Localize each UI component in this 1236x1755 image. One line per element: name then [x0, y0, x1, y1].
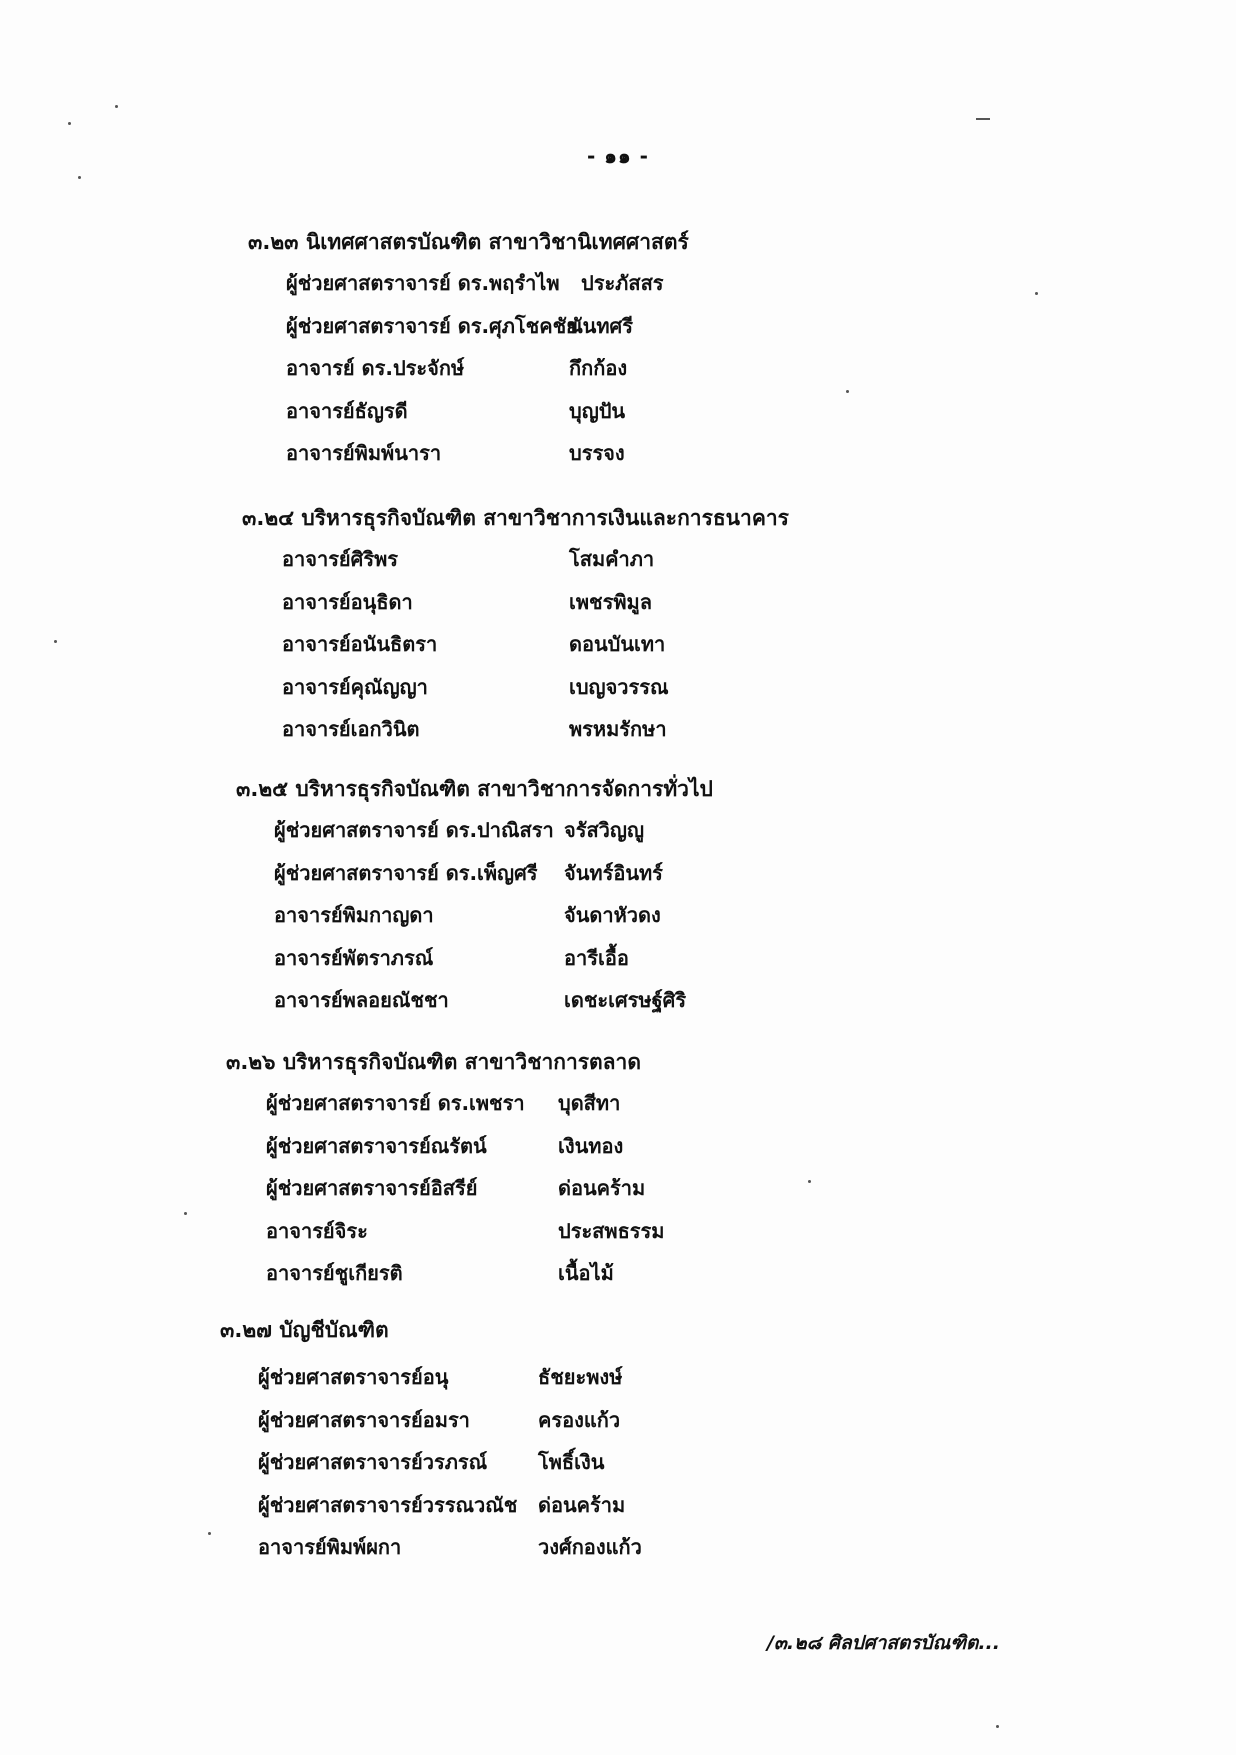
member-name: ผู้ช่วยศาสตราจารย์ ดร.พฤรำไพ	[286, 271, 560, 295]
member-surname: ประสพธรรม	[558, 1218, 665, 1243]
member-row	[258, 1484, 626, 1527]
section-heading: ๓.๒๔ บริหารธุรกิจบัณฑิต สาขาวิชาการเงินและการธนาคาร	[242, 506, 789, 530]
member-row	[266, 1082, 681, 1125]
member-row	[266, 1252, 681, 1295]
member-surname: เดชะเศรษฐ์ศิริ	[564, 988, 687, 1012]
member-name: ผู้ช่วยศาสตราจารย์ ดร.เพ็ญศรี	[274, 860, 538, 885]
member-row	[282, 666, 829, 709]
section-heading: ๓.๒๖ บริหารธุรกิจบัณฑิต สาขาวิชาการตลาด	[226, 1050, 641, 1074]
member-surname: เบญจวรรณ	[569, 674, 669, 699]
member-surname: ด่อนคร้าม	[538, 1492, 626, 1517]
section-3-26	[226, 1042, 665, 1295]
member-row	[282, 708, 829, 751]
member-name: อาจารย์จิระ	[266, 1218, 368, 1243]
member-name: ผู้ช่วยศาสตราจารย์ ดร.เพชรา	[266, 1091, 525, 1115]
scan-speck	[1035, 292, 1038, 295]
section-3-25	[236, 769, 713, 1022]
member-row	[274, 937, 751, 980]
member-surname: บุญปัน	[569, 398, 626, 423]
member-surname: โพธิ์เงิน	[538, 1450, 605, 1474]
section-heading: ๓.๒๕ บริหารธุรกิจบัณฑิต สาขาวิชาการจัดการทั่วไป	[236, 777, 713, 801]
member-surname: จรัสวิญญู	[564, 818, 644, 842]
member-row	[274, 809, 751, 852]
member-surname: ธัชยะพงษ์	[538, 1365, 623, 1389]
scan-speck	[78, 176, 81, 179]
member-surname: วงศ์กองแก้ว	[538, 1535, 642, 1559]
member-name: ผู้ช่วยศาสตราจารย์ ดร.ปาณิสรา	[274, 818, 554, 842]
page-number: - ๑๑ -	[587, 144, 649, 168]
member-surname: ประภัสสร	[581, 271, 664, 295]
member-surname: จันดาหัวดง	[564, 903, 661, 927]
member-row	[286, 347, 727, 390]
member-name: ผู้ช่วยศาสตราจารย์วรรณวณัช	[258, 1492, 518, 1517]
section-3-23	[248, 222, 689, 475]
member-row	[266, 1125, 681, 1168]
scan-speck	[808, 1180, 811, 1183]
member-row	[258, 1441, 605, 1484]
member-row	[282, 581, 829, 624]
member-row	[266, 1167, 681, 1210]
member-row	[274, 894, 751, 937]
section-heading: ๓.๒๗ บัญชีบัณฑิต	[220, 1318, 389, 1342]
member-name: อาจารย์พิมพ์ผกา	[258, 1535, 402, 1559]
member-surname: จันทร์อินทร์	[564, 860, 663, 885]
member-name: ผู้ช่วยศาสตราจารย์ณรัตน์	[266, 1133, 487, 1158]
member-row	[286, 432, 727, 475]
scan-speck	[846, 390, 849, 393]
scan-speck	[208, 1532, 211, 1535]
member-surname: โสมคำภา	[569, 547, 655, 571]
member-row	[274, 979, 751, 1022]
section-3-24	[242, 498, 789, 751]
member-name: อาจารย์พิมพ์นารา	[286, 441, 442, 465]
member-surname: เพชรพิมูล	[569, 589, 652, 614]
section-heading: ๓.๒๓ นิเทศศาสตรบัณฑิต สาขาวิชานิเทศศาสตร์	[248, 230, 689, 254]
member-surname: ด่อนคร้าม	[558, 1176, 646, 1200]
member-name: ผู้ช่วยศาสตราจารย์ ดร.ศุภโชคชัย	[286, 313, 578, 338]
member-row	[258, 1399, 621, 1442]
member-surname: ดอนบันเทา	[569, 632, 666, 656]
member-row	[282, 538, 829, 581]
member-name: อาจารย์เอกวินิต	[282, 717, 420, 741]
member-surname: กึกก้อง	[569, 356, 628, 380]
member-row	[274, 852, 751, 895]
member-surname: อารีเอื้อ	[564, 945, 629, 970]
member-surname: เนื้อไม้	[558, 1261, 614, 1285]
member-row	[282, 623, 829, 666]
member-row	[258, 1356, 623, 1399]
member-name: ผู้ช่วยศาสตราจารย์อนุ	[258, 1365, 449, 1389]
member-row	[286, 262, 727, 305]
member-name: อาจารย์อนุธิดา	[282, 589, 413, 614]
member-name: อาจารย์พัตราภรณ์	[274, 945, 434, 970]
member-surname: พรหมรักษา	[569, 717, 667, 741]
section-3-27	[220, 1310, 642, 1563]
member-row	[286, 305, 727, 348]
member-name: อาจารย์คุณัญญา	[282, 674, 428, 699]
member-name: อาจารย์ ดร.ประจักษ์	[286, 356, 465, 380]
member-surname: นันทศรี	[569, 313, 633, 338]
member-row	[258, 1526, 642, 1569]
scan-speck	[976, 118, 990, 120]
scan-speck	[184, 1212, 187, 1215]
scan-speck	[996, 1725, 999, 1728]
member-surname: เงินทอง	[558, 1133, 624, 1158]
scan-speck	[115, 105, 118, 108]
member-surname: บุดสีทา	[558, 1091, 621, 1115]
member-row	[266, 1210, 681, 1253]
scan-speck	[54, 640, 57, 643]
member-row	[286, 390, 727, 433]
member-name: อาจารย์อนันธิตรา	[282, 632, 438, 656]
member-name: ผู้ช่วยศาสตราจารย์อมรา	[258, 1407, 470, 1432]
member-name: ผู้ช่วยศาสตราจารย์วรภรณ์	[258, 1450, 488, 1474]
member-name: อาจารย์พิมกาญดา	[274, 903, 434, 927]
member-name: อาจารย์ธัญรดี	[286, 398, 408, 423]
member-surname: บรรจง	[569, 441, 625, 465]
member-name: อาจารย์พลอยณัชชา	[274, 988, 449, 1012]
member-surname: ครองแก้ว	[538, 1407, 621, 1432]
member-name: อาจารย์ศิริพร	[282, 547, 399, 571]
member-name: อาจารย์ชูเกียรติ	[266, 1261, 403, 1285]
scan-speck	[68, 122, 71, 125]
continuation-note: /๓.๒๘ ศิลปศาสตรบัณฑิต...	[766, 1632, 1000, 1654]
member-name: ผู้ช่วยศาสตราจารย์อิสรีย์	[266, 1176, 478, 1200]
